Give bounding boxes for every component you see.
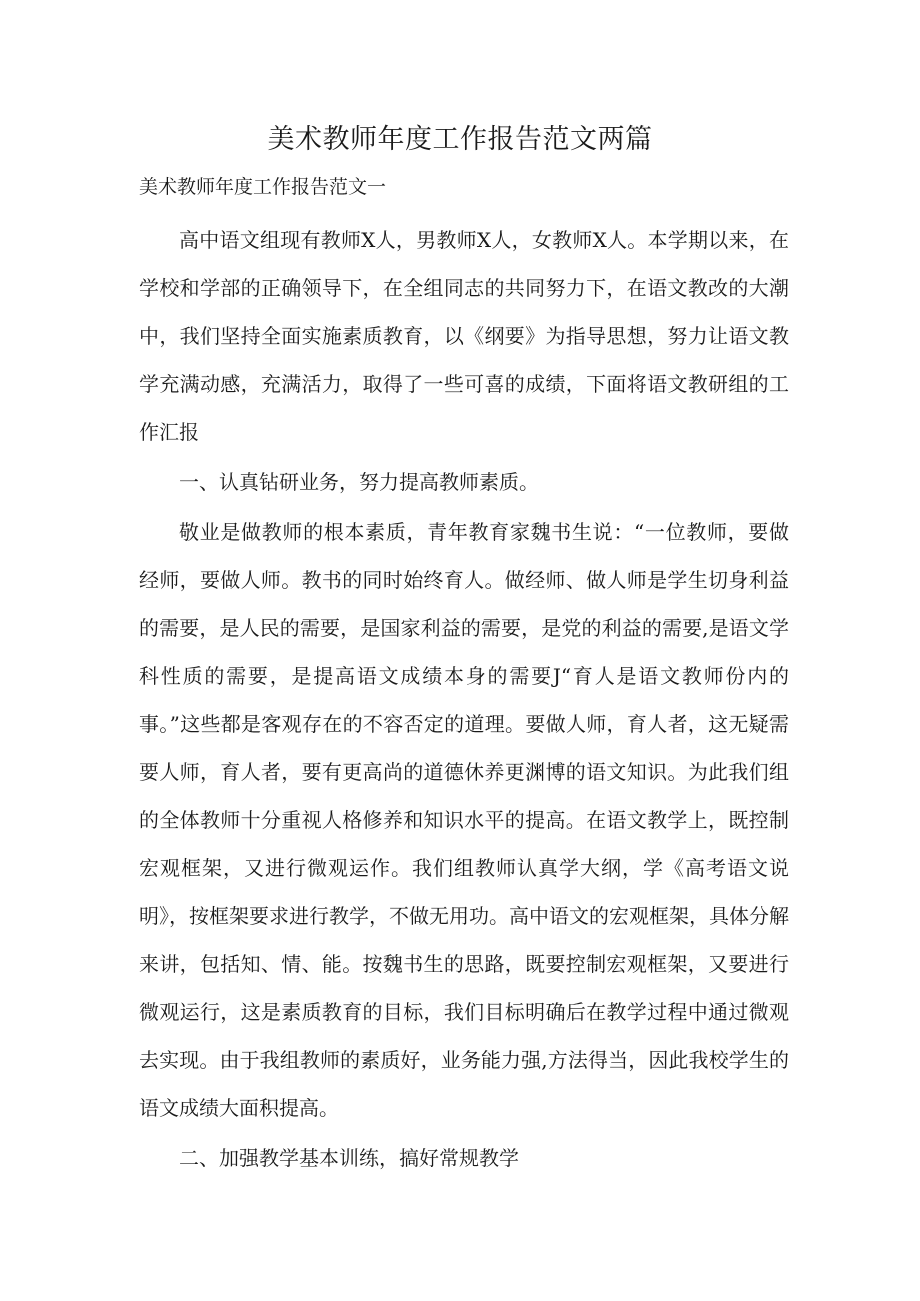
section-heading-1: 一、认真钻研业务，努力提高教师素质。 [179,470,539,494]
section-heading-2: 二、加强教学基本训练，搞好常规教学 [179,1146,519,1170]
document-title: 美术教师年度工作报告范文两篇 [267,124,653,155]
document-subtitle: 美术教师年度工作报告范文一 [139,176,387,198]
paragraph-intro: 高中语文组现有教师X人，男教师X人，女教师X人。本学期以来，在学校和学部的正确领导下，在全组同志的共同努力下，在语文教改的大潮中，我们坚持全面实施素质教育，以《纲要》为指导思想，努力让语文教学充满动感，充满活力，取得了一些可喜的成绩，下面将语文教研组的工作汇报 [139,228,789,444]
document-body [139,216,789,1182]
paragraph-section-1: 敬业是做教师的根本素质，青年教育家魏书生说：“一位教师，要做经师，要做人师。教书的同时始终育人。做经师、做人师是学生切身利益的需要，是人民的需要，是国家利益的需要，是党的利益的需要,是语文学科性质的需要，是提高语文成绩本身的需要J“育人是语文教师份内的事。”这些都是客观存在的不容否定的道理。要做人师，育人者，这无疑需要人师，育人者，要有更高尚的道德休养更渊博的语文知识。为此我们组的全体教师十分重视人格修养和知识水平的提高。在语文教学上，既控制宏观框架，又进行微观运作。我们组教师认真学大纲，学《高考语文说明》，按框架要求进行教学，不做无用功。高中语文的宏观框架，具体分解来讲，包括知、情、能。按魏书生的思路，既要控制宏观框架，又要进行微观运行，这是素质教育的目标，我们目标明确后在教学过程中通过微观去实现。由于我组教师的素质好，业务能力强,方法得当，因此我校学生的语文成绩大面积提高。 [139,520,789,1120]
